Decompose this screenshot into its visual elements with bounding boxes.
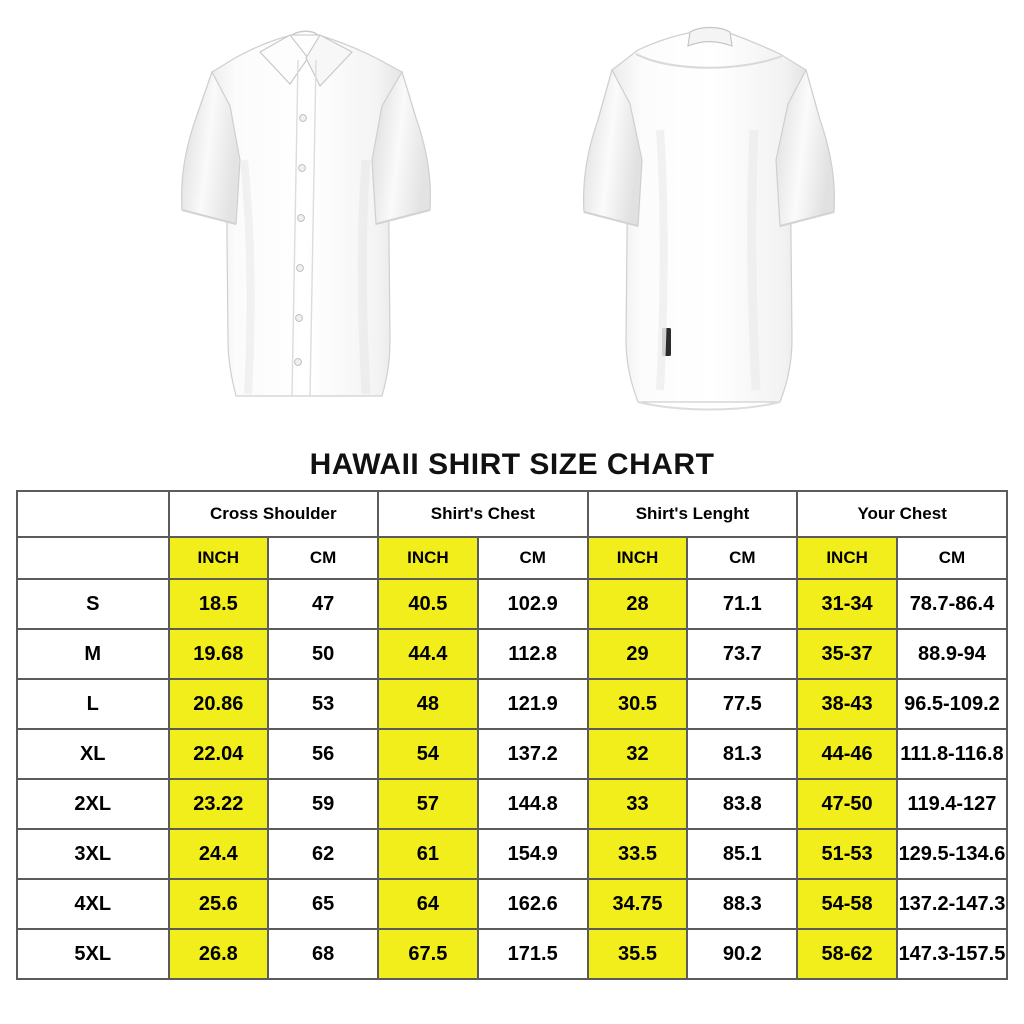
cell-chest-inch: 61 xyxy=(378,829,478,879)
cell-length-inch: 33.5 xyxy=(588,829,688,879)
cell-your-chest-cm: 111.8-116.8 xyxy=(897,729,1007,779)
table-row xyxy=(17,729,1007,779)
group-header-your-chest: Your Chest xyxy=(797,491,1007,537)
cell-cross-shoulder-cm: 65 xyxy=(268,879,378,929)
unit-your-chest-inch: INCH xyxy=(797,537,897,579)
cell-chest-cm: 144.8 xyxy=(478,779,588,829)
cell-your-chest-inch: 44-46 xyxy=(797,729,897,779)
cell-chest-cm: 102.9 xyxy=(478,579,588,629)
cell-cross-shoulder-inch: 25.6 xyxy=(169,879,269,929)
cell-your-chest-cm: 78.7-86.4 xyxy=(897,579,1007,629)
cell-chest-cm: 171.5 xyxy=(478,929,588,979)
cell-cross-shoulder-cm: 56 xyxy=(268,729,378,779)
row-size-label: 4XL xyxy=(17,879,169,929)
cell-your-chest-inch: 58-62 xyxy=(797,929,897,979)
table-row xyxy=(17,779,1007,829)
cell-your-chest-inch: 54-58 xyxy=(797,879,897,929)
cell-length-inch: 28 xyxy=(588,579,688,629)
cell-chest-inch: 40.5 xyxy=(378,579,478,629)
cell-your-chest-cm: 119.4-127 xyxy=(897,779,1007,829)
group-header-shirts-length: Shirt's Lenght xyxy=(588,491,798,537)
cell-cross-shoulder-inch: 19.68 xyxy=(169,629,269,679)
cell-cross-shoulder-inch: 23.22 xyxy=(169,779,269,829)
row-size-label: S xyxy=(17,579,169,629)
row-size-label: 3XL xyxy=(17,829,169,879)
cell-your-chest-inch: 47-50 xyxy=(797,779,897,829)
cell-chest-cm: 121.9 xyxy=(478,679,588,729)
cell-length-cm: 83.8 xyxy=(687,779,797,829)
row-size-label: L xyxy=(17,679,169,729)
product-images xyxy=(0,0,1024,448)
cell-your-chest-inch: 38-43 xyxy=(797,679,897,729)
corner-cell xyxy=(17,491,169,537)
cell-cross-shoulder-inch: 26.8 xyxy=(169,929,269,979)
cell-chest-inch: 48 xyxy=(378,679,478,729)
table-row xyxy=(17,829,1007,879)
unit-cross-shoulder-cm: CM xyxy=(268,537,378,579)
cell-cross-shoulder-cm: 68 xyxy=(268,929,378,979)
cell-your-chest-cm: 96.5-109.2 xyxy=(897,679,1007,729)
table-row xyxy=(17,679,1007,729)
cell-chest-inch: 54 xyxy=(378,729,478,779)
unit-length-cm: CM xyxy=(687,537,797,579)
cell-cross-shoulder-cm: 59 xyxy=(268,779,378,829)
row-size-label: XL xyxy=(17,729,169,779)
cell-length-inch: 30.5 xyxy=(588,679,688,729)
group-header-cross-shoulder: Cross Shoulder xyxy=(169,491,379,537)
cell-your-chest-cm: 147.3-157.5 xyxy=(897,929,1007,979)
cell-chest-cm: 112.8 xyxy=(478,629,588,679)
unit-length-inch: INCH xyxy=(588,537,688,579)
cell-your-chest-inch: 51-53 xyxy=(797,829,897,879)
cell-cross-shoulder-inch: 20.86 xyxy=(169,679,269,729)
cell-chest-inch: 67.5 xyxy=(378,929,478,979)
row-size-label: 2XL xyxy=(17,779,169,829)
cell-length-cm: 90.2 xyxy=(687,929,797,979)
cell-cross-shoulder-cm: 53 xyxy=(268,679,378,729)
row-size-label: 5XL xyxy=(17,929,169,979)
cell-length-cm: 73.7 xyxy=(687,629,797,679)
unit-header-row xyxy=(17,537,1007,579)
row-size-label: M xyxy=(17,629,169,679)
cell-length-inch: 34.75 xyxy=(588,879,688,929)
cell-length-inch: 35.5 xyxy=(588,929,688,979)
cell-cross-shoulder-inch: 18.5 xyxy=(169,579,269,629)
cell-your-chest-cm: 88.9-94 xyxy=(897,629,1007,679)
cell-chest-inch: 44.4 xyxy=(378,629,478,679)
cell-length-inch: 33 xyxy=(588,779,688,829)
cell-cross-shoulder-cm: 50 xyxy=(268,629,378,679)
size-chart-table xyxy=(16,490,1008,980)
table-row xyxy=(17,579,1007,629)
cell-your-chest-cm: 137.2-147.3 xyxy=(897,879,1007,929)
cell-cross-shoulder-cm: 47 xyxy=(268,579,378,629)
cell-chest-cm: 154.9 xyxy=(478,829,588,879)
shirt-back-image xyxy=(540,10,870,430)
cell-chest-inch: 64 xyxy=(378,879,478,929)
page-title: HAWAII SHIRT SIZE CHART xyxy=(309,448,715,481)
cell-length-cm: 77.5 xyxy=(687,679,797,729)
cell-your-chest-inch: 35-37 xyxy=(797,629,897,679)
cell-chest-inch: 57 xyxy=(378,779,478,829)
cell-cross-shoulder-cm: 62 xyxy=(268,829,378,879)
cell-your-chest-cm: 129.5-134.6 xyxy=(897,829,1007,879)
unit-chest-cm: CM xyxy=(478,537,588,579)
shirt-front-image xyxy=(140,10,470,430)
cell-cross-shoulder-inch: 22.04 xyxy=(169,729,269,779)
cell-cross-shoulder-inch: 24.4 xyxy=(169,829,269,879)
table-row xyxy=(17,629,1007,679)
size-table-wrap xyxy=(0,490,1024,980)
cell-chest-cm: 137.2 xyxy=(478,729,588,779)
cell-length-cm: 88.3 xyxy=(687,879,797,929)
unit-chest-inch: INCH xyxy=(378,537,478,579)
unit-cross-shoulder-inch: INCH xyxy=(169,537,269,579)
cell-length-inch: 29 xyxy=(588,629,688,679)
cell-length-inch: 32 xyxy=(588,729,688,779)
table-row xyxy=(17,929,1007,979)
cell-chest-cm: 162.6 xyxy=(478,879,588,929)
group-header-row xyxy=(17,491,1007,537)
cell-length-cm: 71.1 xyxy=(687,579,797,629)
cell-your-chest-inch: 31-34 xyxy=(797,579,897,629)
group-header-shirts-chest: Shirt's Chest xyxy=(378,491,588,537)
unit-corner-cell xyxy=(17,537,169,579)
cell-length-cm: 85.1 xyxy=(687,829,797,879)
cell-length-cm: 81.3 xyxy=(687,729,797,779)
table-row xyxy=(17,879,1007,929)
unit-your-chest-cm: CM xyxy=(897,537,1007,579)
